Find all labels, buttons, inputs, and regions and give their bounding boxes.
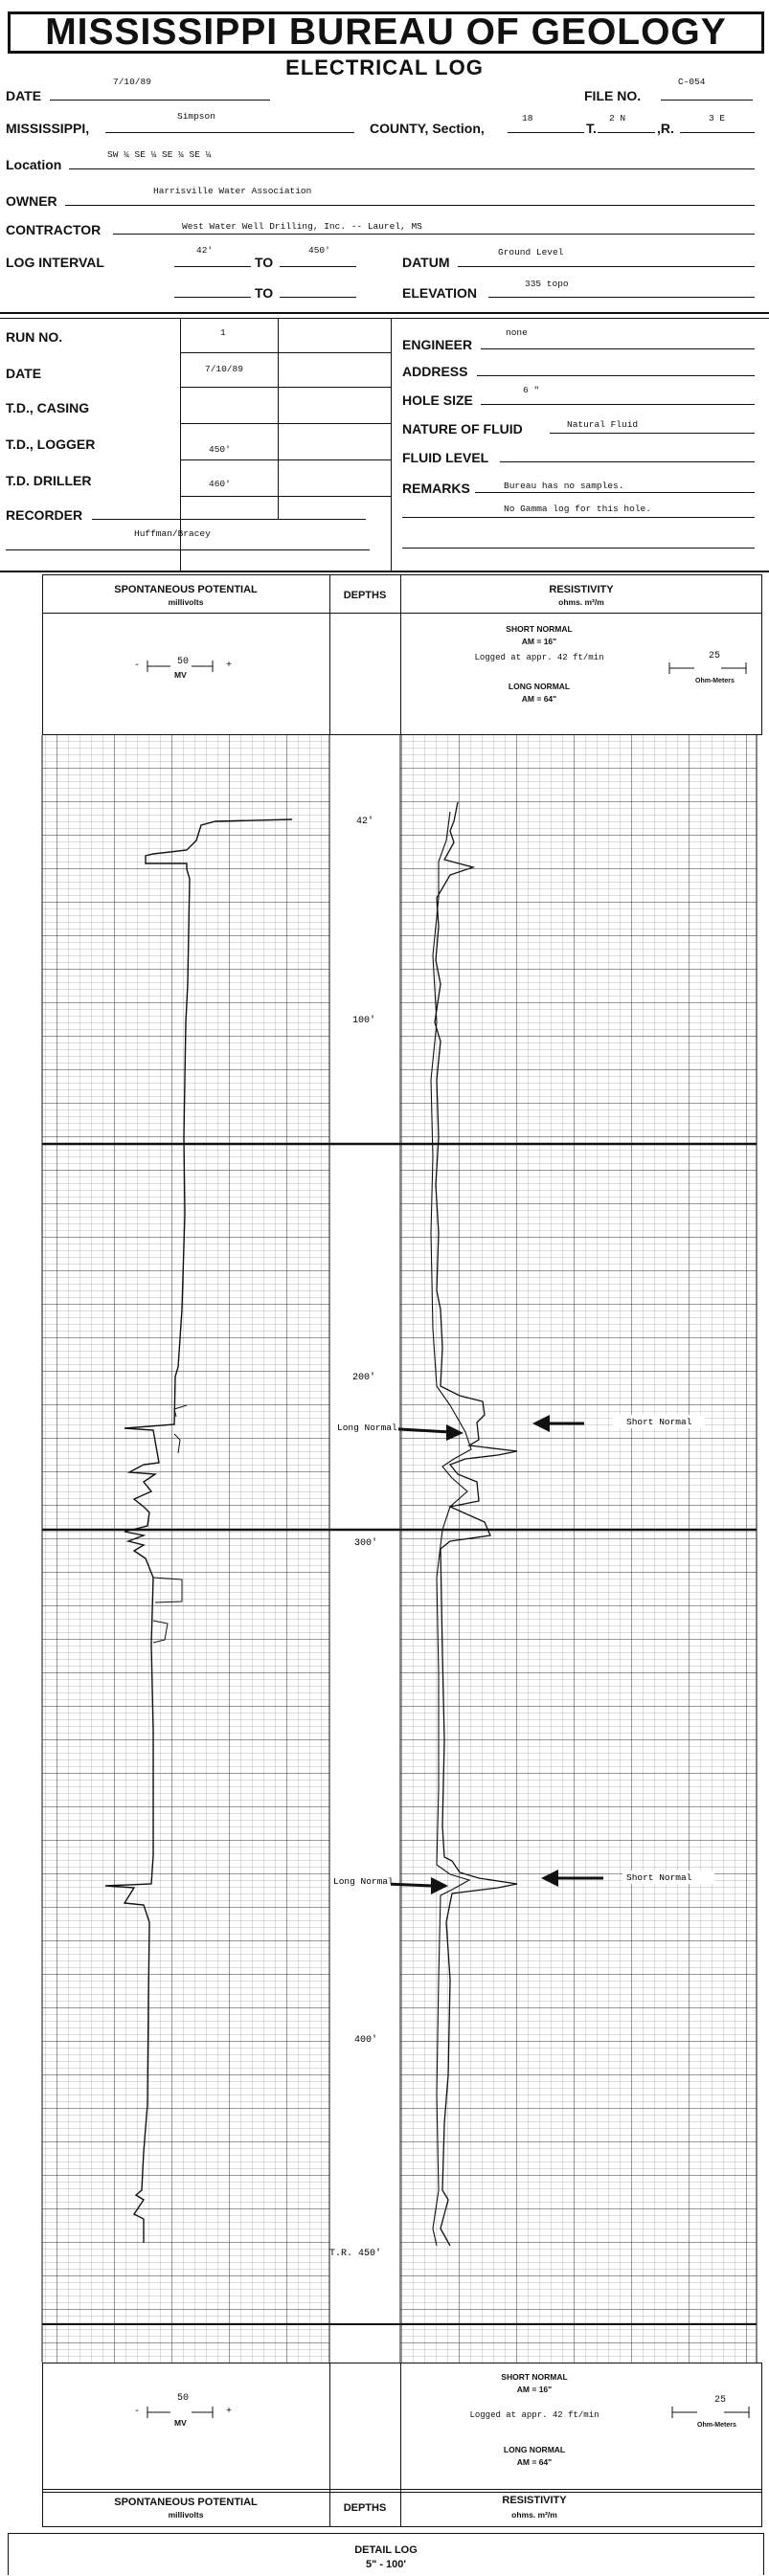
interval-from-value: 42' (196, 245, 214, 256)
run-no-value: 1 (220, 327, 226, 338)
recorder-label: RECORDER (6, 507, 83, 523)
short-normal-annotation-1: Short Normal (626, 1417, 692, 1427)
resistivity-unit: ohms. m²/m (558, 597, 604, 607)
run-date-label: DATE (6, 366, 42, 381)
sp-unit-bottom: millivolts (168, 2510, 204, 2520)
td-casing-label: T.D., CASING (6, 400, 90, 415)
short-normal-title-bottom: SHORT NORMAL (501, 2372, 568, 2382)
location-value: SW ¼ SE ¼ SE ¼ SE ¼ (107, 149, 212, 160)
depth-label-td: T.R. 450' (329, 2249, 382, 2259)
range-label: ,R. (657, 121, 674, 136)
range-value: 3 E (709, 113, 726, 123)
datum-value: Ground Level (498, 247, 564, 258)
sp-scale-unit-bottom: MV (174, 2418, 187, 2428)
county-value: Simpson (177, 111, 215, 122)
short-normal-annotation-2: Short Normal (626, 1872, 692, 1883)
sp-scale-value: 50 (177, 657, 190, 667)
recorder-value: Huffman/Bracey (134, 528, 211, 539)
depth-label-300: 300' (354, 1538, 378, 1549)
owner-value: Harrisville Water Association (153, 186, 312, 196)
td-logger-label: T.D., LOGGER (6, 437, 96, 452)
long-normal-title-bottom: LONG NORMAL (503, 2445, 566, 2454)
logging-speed-bottom: Logged at appr. 42 ft/min (469, 2410, 599, 2420)
long-normal-annotation-2: Long Normal (333, 1876, 394, 1887)
state-label: MISSISSIPPI, (6, 121, 90, 136)
date-value: 7/10/89 (113, 77, 151, 87)
long-normal-spacing-bottom: AM = 64" (516, 2457, 553, 2467)
owner-label: OWNER (6, 193, 57, 209)
depth-label-100: 100' (352, 1016, 376, 1026)
res-scale-value: 25 (709, 651, 721, 661)
electrical-log-chart (0, 735, 769, 2363)
bottom-scale-box (42, 2363, 762, 2493)
logging-speed: Logged at appr. 42 ft/min (474, 653, 604, 662)
res-scale-unit-bottom: Ohm-Meters (697, 2422, 736, 2429)
short-normal-spacing-bottom: AM = 16" (516, 2385, 553, 2394)
page-title: MISSISSIPPI BUREAU OF GEOLOGY (8, 11, 764, 54)
sp-plus-bottom: + (226, 2407, 233, 2417)
log-type-title: ELECTRICAL LOG (285, 56, 484, 79)
county-section-label: COUNTY, Section, (370, 121, 485, 136)
depths-title: DEPTHS (343, 590, 387, 601)
td-driller-value: 460' (209, 479, 231, 489)
td-driller-label: T.D. DRILLER (6, 473, 92, 488)
to-label: TO (255, 255, 274, 270)
engineer-value: none (506, 327, 528, 338)
resistivity-title-bottom: RESISTIVITY (502, 2495, 567, 2506)
log-interval-label: LOG INTERVAL (6, 255, 104, 270)
hole-size-label: HOLE SIZE (402, 392, 473, 408)
long-normal-spacing: AM = 64" (521, 694, 557, 704)
sp-scale-unit: MV (174, 670, 187, 680)
elevation-label: ELEVATION (402, 285, 478, 301)
datum-label: DATUM (402, 255, 450, 270)
fluid-label: NATURE OF FLUID (402, 421, 523, 437)
address-label: ADDRESS (402, 364, 468, 379)
sp-title: SPONTANEOUS POTENTIAL (114, 584, 258, 595)
resistivity-unit-bottom: ohms. m²/m (511, 2510, 557, 2520)
to-label-2: TO (255, 285, 274, 301)
run-no-label: RUN NO. (6, 329, 63, 345)
sp-scale-value-bottom: 50 (177, 2393, 190, 2404)
long-normal-annotation-1: Long Normal (337, 1422, 397, 1433)
depth-track (329, 735, 400, 2363)
remarks-line-1: Bureau has no samples. (504, 481, 624, 491)
date-label: DATE (6, 88, 42, 103)
section-value: 18 (522, 113, 533, 123)
township-value: 2 N (609, 113, 626, 123)
short-normal-spacing: AM = 16" (521, 637, 557, 646)
contractor-value: West Water Well Drilling, Inc. -- Laurel, MS (182, 221, 422, 232)
res-scale-unit: Ohm-Meters (695, 678, 735, 684)
detail-log-title: DETAIL LOG (354, 2544, 418, 2556)
interval-to-value: 450' (308, 245, 330, 256)
depth-label-42: 42' (356, 817, 374, 827)
hole-size-value: 6 " (523, 385, 540, 395)
res-scale-bar-bottom (668, 2405, 755, 2420)
td-logger-value: 450' (209, 444, 231, 455)
depth-label-200: 200' (352, 1373, 376, 1383)
run-date-value: 7/10/89 (205, 364, 243, 374)
fluid-value: Natural Fluid (567, 419, 639, 430)
elevation-value: 335 topo (525, 279, 569, 289)
engineer-label: ENGINEER (402, 337, 473, 352)
remarks-label: REMARKS (402, 481, 470, 496)
sp-title-bottom: SPONTANEOUS POTENTIAL (114, 2497, 258, 2508)
township-label: T. (586, 121, 597, 136)
contractor-label: CONTRACTOR (6, 222, 102, 237)
res-scale-value-bottom: 25 (714, 2395, 727, 2406)
sp-minus: - (134, 661, 141, 671)
short-normal-title: SHORT NORMAL (506, 624, 573, 634)
remarks-line-2: No Gamma log for this hole. (504, 504, 651, 514)
sp-minus-bottom: - (134, 2407, 141, 2417)
file-no-label: FILE NO. (584, 88, 642, 103)
resistivity-title: RESISTIVITY (549, 584, 614, 595)
depth-label-400: 400' (354, 2035, 378, 2046)
location-label: Location (6, 157, 62, 172)
fluid-level-label: FLUID LEVEL (402, 450, 489, 465)
depths-title-bottom: DEPTHS (343, 2502, 387, 2514)
long-normal-title: LONG NORMAL (508, 682, 571, 691)
sp-unit: millivolts (168, 597, 204, 607)
file-no-value: C-054 (678, 77, 706, 87)
detail-log-scale: 5" - 100' (365, 2559, 407, 2570)
res-scale-bar (666, 661, 752, 676)
sp-plus: + (226, 661, 233, 671)
